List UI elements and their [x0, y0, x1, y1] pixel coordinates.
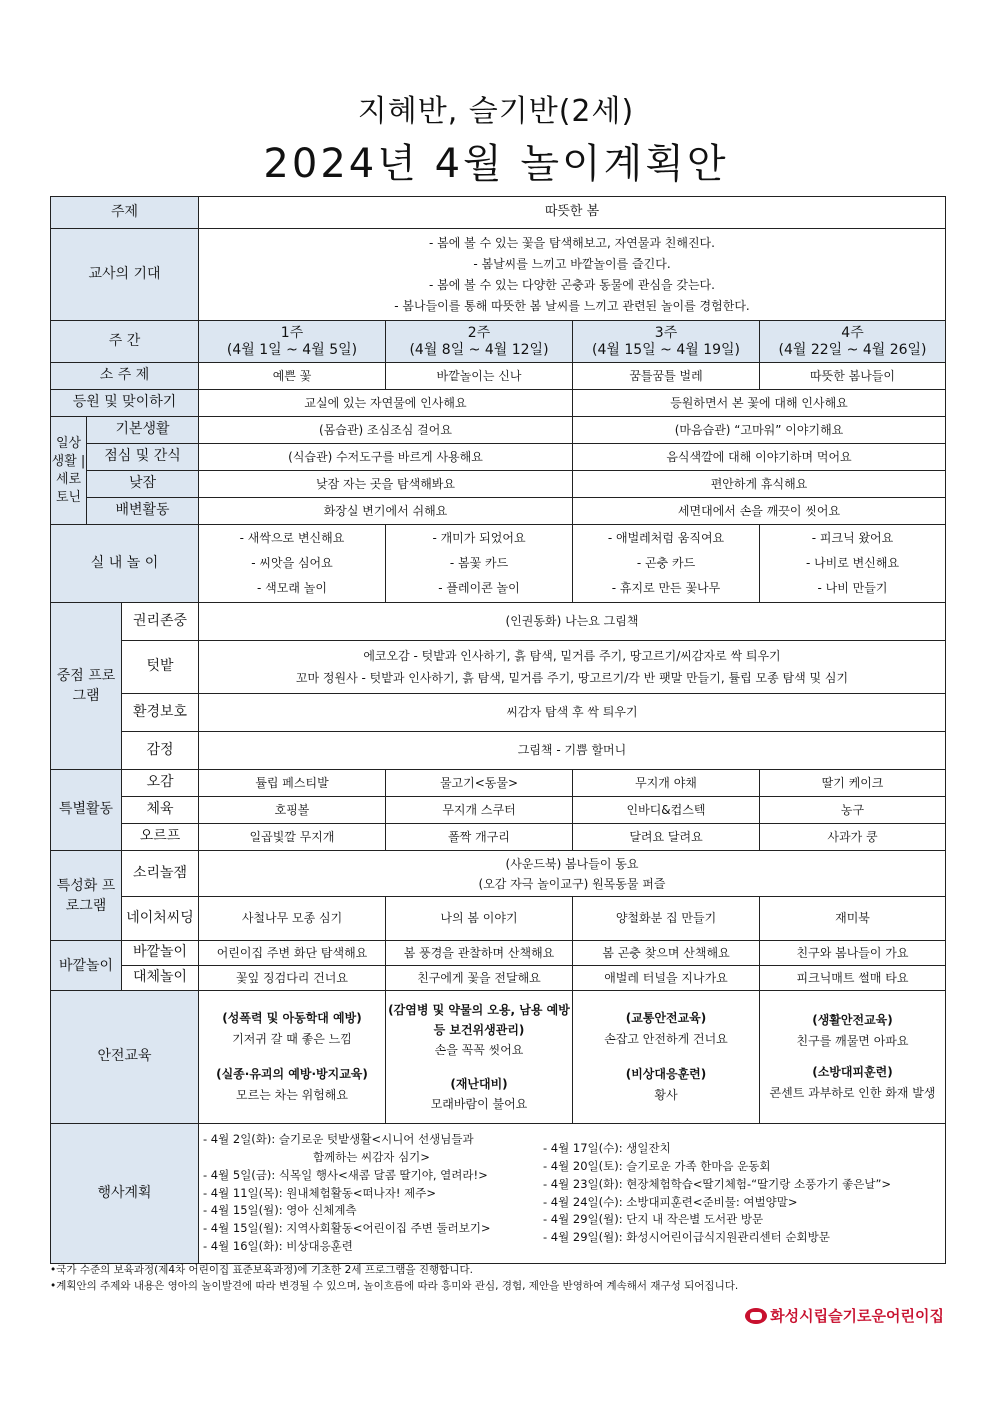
indoor-play-row — [51, 525, 946, 603]
week-header: 3주 (4월 15일 ~ 4월 19일) — [573, 321, 760, 363]
expectation-item: - 봄날씨를 느끼고 바깥놀이를 즐긴다. — [473, 256, 671, 271]
safety-week-cell: (성폭력 및 아동학대 예방) 기저귀 갈 때 좋은 느낌 (실종·유괴의 예방·방지교육) 모르는 차는 위험해요 — [199, 991, 386, 1124]
special-label: 체육 — [122, 797, 199, 824]
special-row — [51, 824, 946, 851]
daycare-emblem-icon — [745, 1308, 767, 1324]
week-header: 1주 (4월 1일 ~ 4월 5일) — [199, 321, 386, 363]
special-label: 오르프 — [122, 824, 199, 851]
daily-row — [51, 444, 946, 471]
daily-first-half: (몸습관) 조심조심 걸어요 — [199, 417, 573, 444]
expectation-item: - 봄나들이를 통해 따뜻한 봄 날씨를 느끼고 관련된 놀이를 경험한다. — [394, 298, 750, 313]
specialized-row — [51, 851, 946, 897]
emotion-label: 감정 — [122, 732, 199, 770]
special-cell: 사과가 쿵 — [760, 824, 946, 851]
indoor-week-cell: - 새싹으로 변신해요 - 씨앗을 심어요 - 색모래 놀이 — [199, 525, 386, 603]
theme-value: 따뜻한 봄 — [199, 197, 946, 229]
arrival-row — [51, 390, 946, 417]
rights-value: (인권동화) 나는요 그림책 — [199, 603, 946, 641]
daily-second-half: (마음습관) “고마워” 이야기해요 — [573, 417, 946, 444]
events-label: 행사계획 — [51, 1124, 199, 1264]
outdoor-label: 대체놀이 — [122, 966, 199, 991]
event-item: - 4월 17일(수): 생일잔치 — [543, 1141, 671, 1156]
daily-label: 점심 및 간식 — [87, 444, 199, 471]
special-cell: 인바디&컵스텍 — [573, 797, 760, 824]
class-title: 지혜반, 슬기반(2세) — [357, 94, 635, 129]
event-item: - 4월 20일(토): 슬기로운 가족 한마음 운동회 — [543, 1158, 771, 1173]
nature-label: 네이처씨딩 — [122, 897, 199, 941]
event-item: - 4월 29일(월): 화성시어린이급식지원관리센터 순회방문 — [543, 1230, 830, 1245]
expectation-item: - 봄에 볼 수 있는 다양한 곤충과 동물에 관심을 갖는다. — [429, 277, 715, 292]
outdoor-cell: 어린이집 주변 화단 탐색해요 — [199, 941, 386, 966]
weeks-row — [51, 321, 946, 363]
focus-row — [51, 641, 946, 694]
special-cell: 무지개 야채 — [573, 770, 760, 797]
outdoor-cell: 봄 풍경을 관찰하며 산책해요 — [386, 941, 573, 966]
safety-week-cell: (교통안전교육) 손잡고 안전하게 건너요 (비상대응훈련) 황사 — [573, 991, 760, 1124]
focus-row — [51, 732, 946, 770]
daycare-name: 화성시립슬기로운어린이집 — [770, 1307, 944, 1325]
footnote: •국가 수준의 보육과정(제4차 어린이집 표준보육과정)에 기초한 2세 프로그램을 진행합니다. — [50, 1264, 473, 1276]
theme-row — [51, 197, 946, 229]
plan-title: 2024년 4월 놀이계획안 — [263, 141, 729, 187]
daily-row — [51, 417, 946, 444]
daily-first-half: 낮잠 자는 곳을 탐색해봐요 — [199, 471, 573, 498]
arrival-second-half: 등원하면서 본 꽃에 대해 인사해요 — [573, 390, 946, 417]
expectation-item: - 봄에 볼 수 있는 꽃을 탐색해보고, 자연물과 친해진다. — [429, 235, 715, 250]
outdoor-row — [51, 966, 946, 991]
outdoor-label: 바깥놀이 — [122, 941, 199, 966]
focus-row — [51, 603, 946, 641]
special-cell: 농구 — [760, 797, 946, 824]
outdoor-cell: 피크닉매트 썰매 타요 — [760, 966, 946, 991]
weeks-label: 주 간 — [51, 321, 199, 363]
event-item: - 4월 5일(금): 식목일 행사<새콤 달콤 딸기야, 열려라!> — [203, 1167, 488, 1182]
event-item: - 4월 15일(월): 영아 신체계측 — [203, 1203, 357, 1218]
special-row — [51, 797, 946, 824]
garden-value: 에코오감 - 텃밭과 인사하기, 흙 탐색, 밑거름 주기, 땅고르기/씨감자로 싹 틔우기 꼬마 정원사 - 텃밭과 인사하기, 흙 탐색, 밑거름 주기, 땅고르기/각 반 팻말 만들기, 튤립 모종 탐색 및 심기 — [199, 641, 946, 694]
safety-label: 안전교육 — [51, 991, 199, 1124]
subtheme-cell: 꿈틀꿈틀 벌레 — [573, 363, 760, 390]
daily-second-half: 음식색깔에 대해 이야기하며 먹어요 — [573, 444, 946, 471]
emotion-value: 그림책 - 기쁨 할머니 — [199, 732, 946, 770]
special-cell: 튤립 페스티발 — [199, 770, 386, 797]
indoor-week-cell: - 애벌레처럼 움직여요 - 곤충 카드 - 휴지로 만든 꽃나무 — [573, 525, 760, 603]
event-item: - 4월 2일(화): 슬기로운 텃밭생활<시니어 선생님들과 — [203, 1132, 474, 1147]
week-header: 4주 (4월 22일 ~ 4월 26일) — [760, 321, 946, 363]
subtheme-cell: 바깥놀이는 신나 — [386, 363, 573, 390]
daily-first-half: 화장실 변기에서 쉬해요 — [199, 498, 573, 525]
daily-row — [51, 498, 946, 525]
outdoor-cell: 친구와 봄나들이 가요 — [760, 941, 946, 966]
nature-cell: 재미북 — [760, 897, 946, 941]
nature-cell: 사철나무 모종 심기 — [199, 897, 386, 941]
event-item: - 4월 24일(수): 소방대피훈련<준비물: 여벌양말> — [543, 1194, 798, 1209]
event-item: - 4월 11일(목): 원내체험활동<떠나자! 제주> — [203, 1185, 436, 1200]
special-cell: 폴짝 개구리 — [386, 824, 573, 851]
daily-label: 낮잠 — [87, 471, 199, 498]
teacher-expectation-row — [51, 229, 946, 321]
theme-label: 주제 — [51, 197, 199, 229]
daily-group-label: 일상생활 | 세로토닌 — [51, 417, 87, 525]
teacher-expectation-label: 교사의 기대 — [51, 229, 199, 321]
special-row — [51, 770, 946, 797]
event-item: 함께하는 씨감자 심기> — [313, 1149, 430, 1164]
outdoor-cell: 봄 곤충 찾으며 산책해요 — [573, 941, 760, 966]
special-label: 오감 — [122, 770, 199, 797]
events-row — [51, 1124, 946, 1264]
event-item: - 4월 16일(화): 비상대응훈련 — [203, 1239, 353, 1254]
outdoor-cell: 꽃잎 징검다리 건너요 — [199, 966, 386, 991]
event-item: - 4월 23일(화): 현장체험학습<딸기체험-“딸기랑 소풍가기 좋은날”> — [543, 1176, 892, 1191]
indoor-week-cell: - 피크닉 왔어요 - 나비로 변신해요 - 나비 만들기 — [760, 525, 946, 603]
safety-week-cell: (생활안전교육) 친구를 깨물면 아파요 (소방대피훈련) 콘센트 과부하로 인한 화재 발생 — [760, 991, 946, 1124]
daily-second-half: 세면대에서 손을 깨끗이 씻어요 — [573, 498, 946, 525]
safety-week-cell: (감염병 및 약물의 오용, 남용 예방 등 보건위생관리) 손을 꼭꼭 씻어요 (재난대비) 모래바람이 불어요 — [386, 991, 573, 1124]
outdoor-group-label: 바깥놀이 — [51, 941, 122, 991]
daily-first-half: (식습관) 수저도구를 바르게 사용해요 — [199, 444, 573, 471]
indoor-play-label: 실 내 놀 이 — [51, 525, 199, 603]
garden-label: 텃밭 — [122, 641, 199, 694]
daily-row — [51, 471, 946, 498]
sound-label: 소리놀잼 — [122, 851, 199, 897]
special-cell: 딸기 케이크 — [760, 770, 946, 797]
daycare-logo — [745, 1305, 944, 1326]
special-cell: 무지개 스쿠터 — [386, 797, 573, 824]
subtheme-cell: 예쁜 꽃 — [199, 363, 386, 390]
environment-value: 씨감자 탐색 후 싹 틔우기 — [199, 694, 946, 732]
safety-row — [51, 991, 946, 1124]
subtheme-cell: 따뜻한 봄나들이 — [760, 363, 946, 390]
arrival-first-half: 교실에 있는 자연물에 인사해요 — [199, 390, 573, 417]
outdoor-cell: 애벌레 터널을 지나가요 — [573, 966, 760, 991]
arrival-label: 등원 및 맞이하기 — [51, 390, 199, 417]
nature-cell: 나의 봄 이야기 — [386, 897, 573, 941]
week-header: 2주 (4월 8일 ~ 4월 12일) — [386, 321, 573, 363]
footnote: •계획안의 주제와 내용은 영아의 놀이발견에 따라 변경될 수 있으며, 놀이흐름에 따라 흥미와 관심, 경험, 제안을 반영하여 계속해서 재구성 되어집니다. — [50, 1280, 739, 1292]
specialized-group-label: 특성화 프로그램 — [51, 851, 122, 941]
special-cell: 물고기<동물> — [386, 770, 573, 797]
outdoor-row — [51, 941, 946, 966]
subtheme-row — [51, 363, 946, 390]
event-item: - 4월 29일(월): 단지 내 작은별 도서관 방문 — [543, 1212, 764, 1227]
nature-cell: 양철화분 집 만들기 — [573, 897, 760, 941]
specialized-row — [51, 897, 946, 941]
environment-label: 환경보호 — [122, 694, 199, 732]
special-group-label: 특별활동 — [51, 770, 122, 851]
focus-row — [51, 694, 946, 732]
daily-second-half: 편안하게 휴식해요 — [573, 471, 946, 498]
rights-label: 권리존중 — [122, 603, 199, 641]
event-item: - 4월 15일(월): 지역사회활동<어린이집 주변 둘러보기> — [203, 1221, 491, 1236]
play-plan-table — [50, 196, 946, 1264]
daily-label: 배변활동 — [87, 498, 199, 525]
sound-value: (사운드북) 봄나들이 동요 (오감 자극 놀이교구) 원목동물 퍼즐 — [199, 851, 946, 897]
subtheme-label: 소 주 제 — [51, 363, 199, 390]
special-cell: 호핑볼 — [199, 797, 386, 824]
daily-label: 기본생활 — [87, 417, 199, 444]
focus-group-label: 중점 프로그램 — [51, 603, 122, 770]
events-list — [203, 1131, 941, 1256]
special-cell: 일곱빛깔 무지개 — [199, 824, 386, 851]
indoor-week-cell: - 개미가 되었어요 - 봄꽃 카드 - 플레이콘 놀이 — [386, 525, 573, 603]
outdoor-cell: 친구에게 꽃을 전달해요 — [386, 966, 573, 991]
special-cell: 달려요 달려요 — [573, 824, 760, 851]
